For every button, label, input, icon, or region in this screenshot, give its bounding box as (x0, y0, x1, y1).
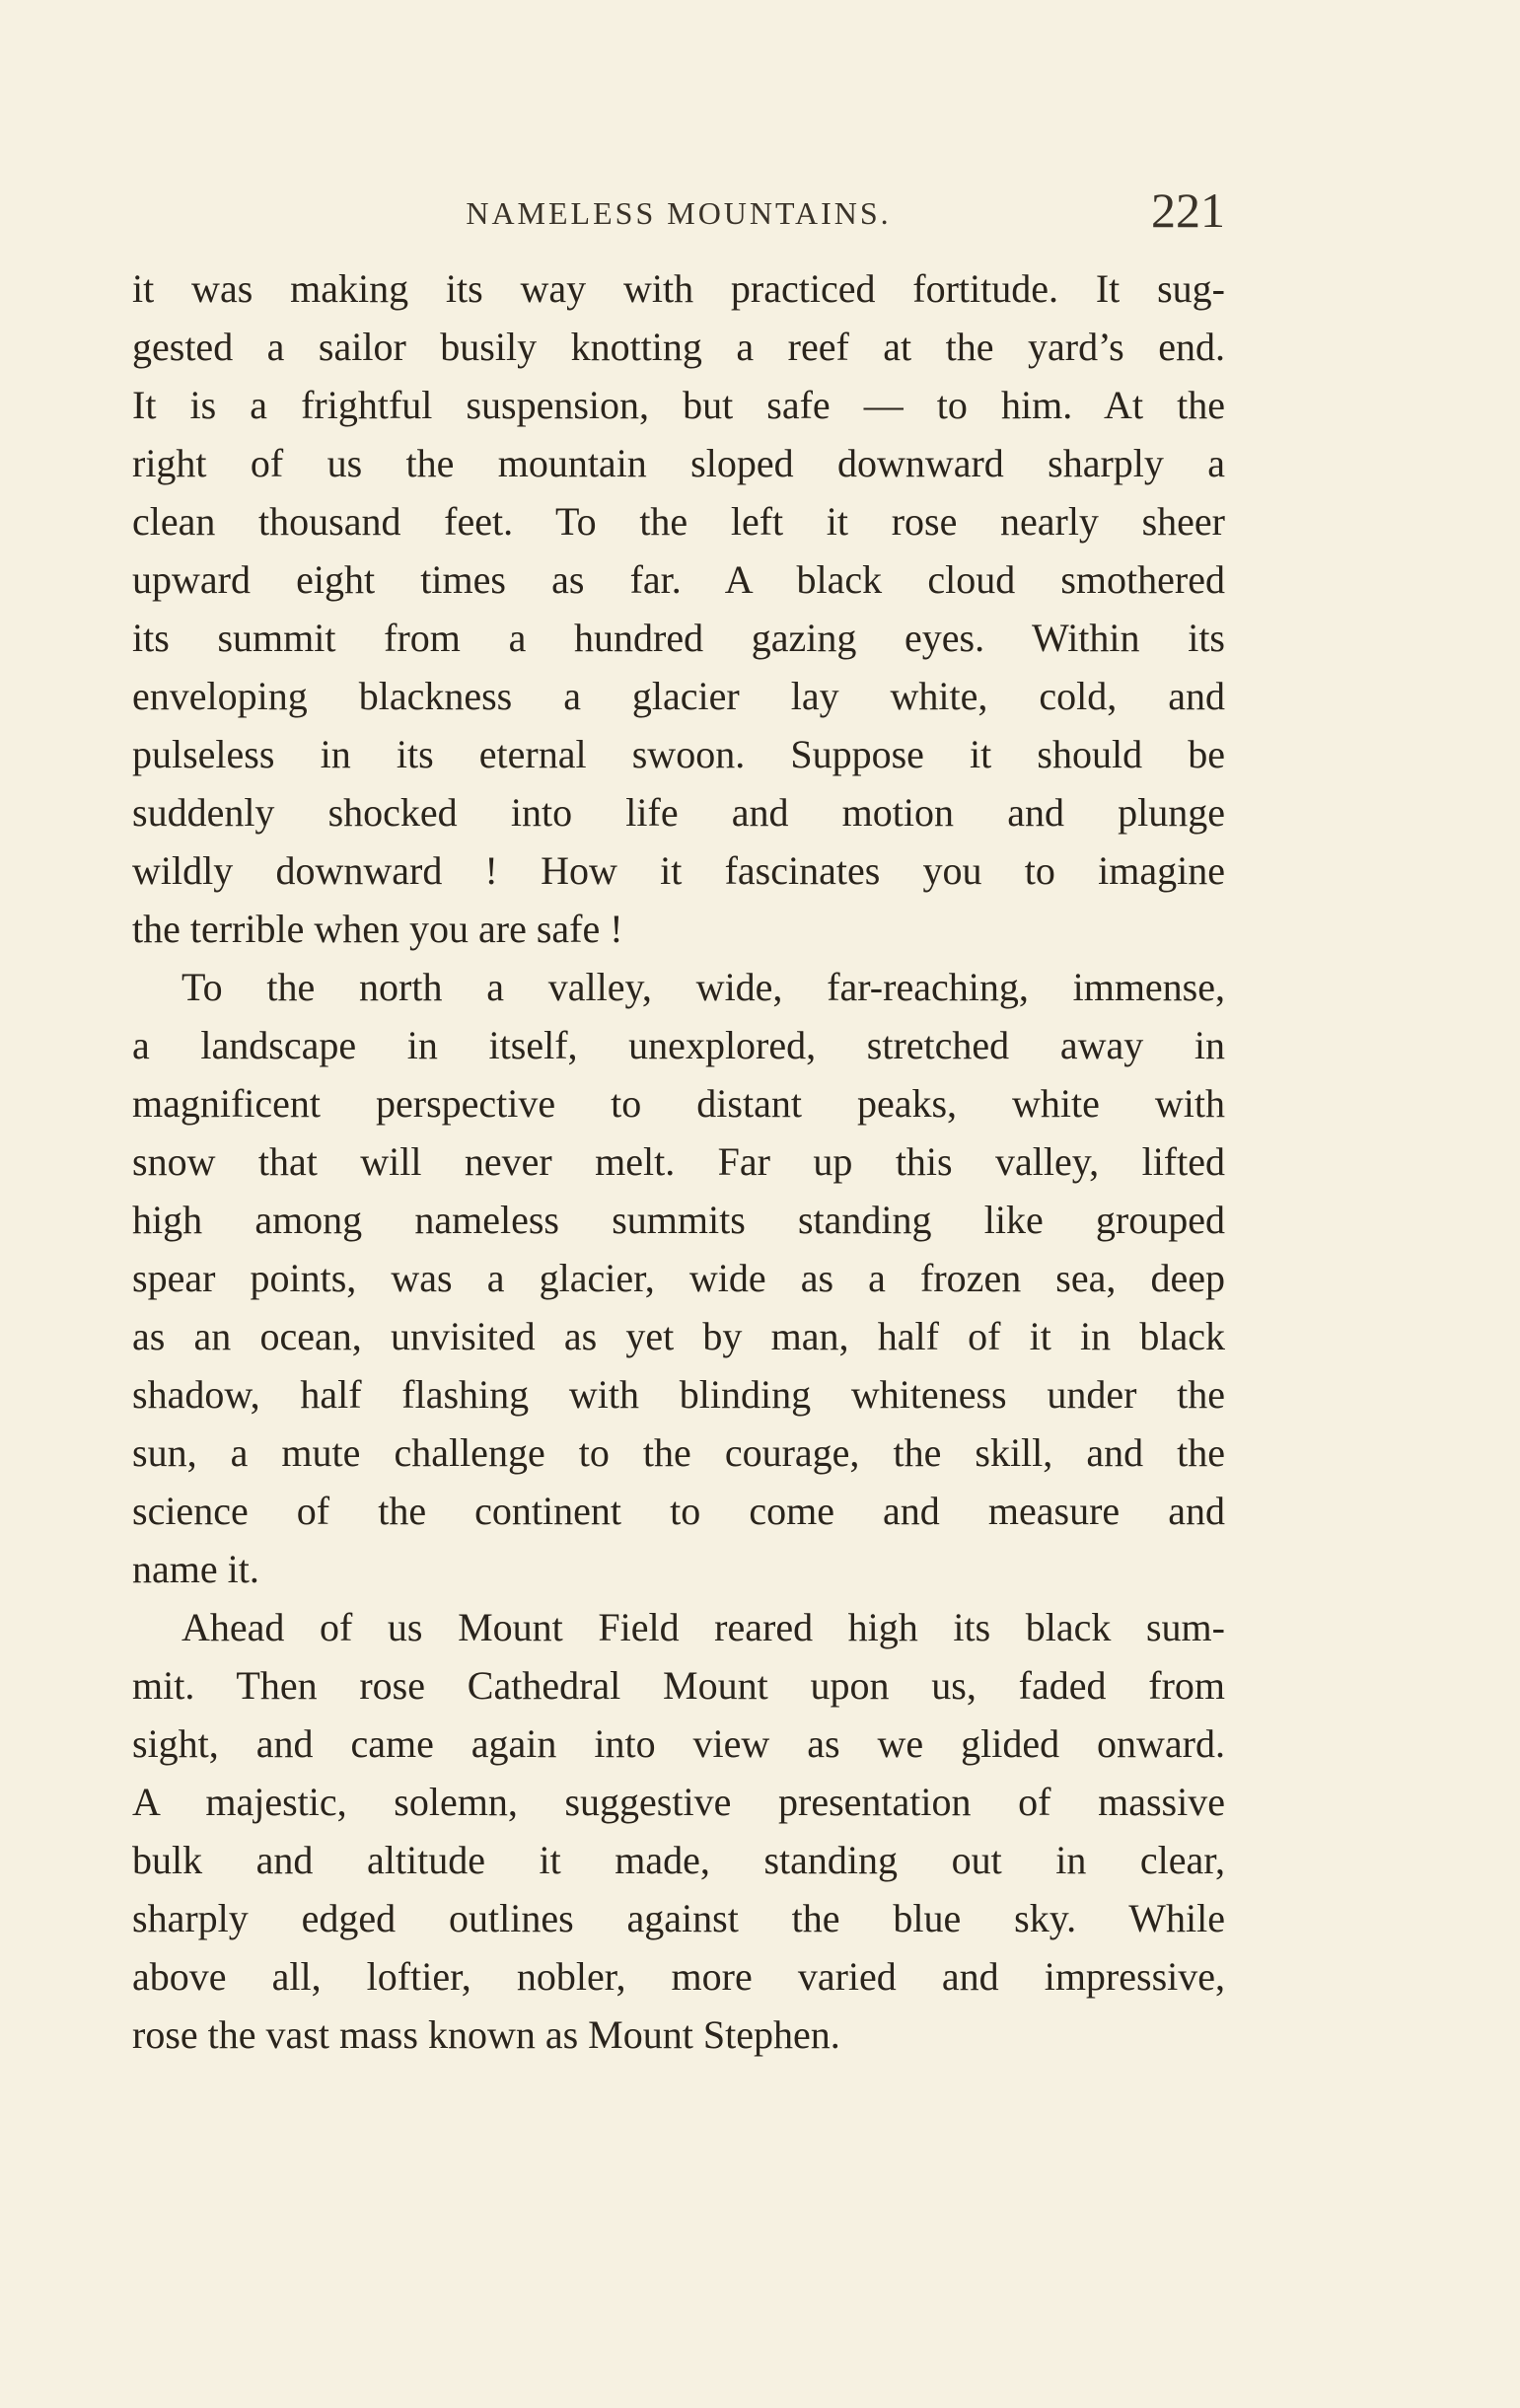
body-text (132, 259, 1225, 2064)
paragraph (132, 1598, 1225, 2064)
text-line: wildly downward ! How it fascinates you to imagine (132, 848, 1225, 893)
text-line: Ahead of us Mount Field reared high its black sum- (181, 1605, 1225, 1649)
text-line: it was making its way with practiced fortitude. It sug- (132, 266, 1225, 311)
text-line: the terrible when you are safe ! (132, 907, 623, 951)
text-line: suddenly shocked into life and motion and plunge (132, 790, 1225, 835)
running-title: NAMELESS MOUNTAINS. (466, 195, 892, 231)
text-line: sun, a mute challenge to the courage, the skill, and the (132, 1430, 1225, 1475)
text-line: pulseless in its eternal swoon. Suppose it should be (132, 732, 1225, 776)
text-line: high among nameless summits standing like grouped (132, 1198, 1225, 1242)
text-line: magnificent perspective to distant peaks, white with (132, 1081, 1225, 1126)
text-line: shadow, half flashing with blinding whiteness under the (132, 1372, 1225, 1417)
text-line: To the north a valley, wide, far-reaching, immense, (181, 965, 1225, 1009)
paragraph (132, 259, 1225, 958)
text-line: bulk and altitude it made, standing out in clear, (132, 1838, 1225, 1882)
text-line: above all, loftier, nobler, more varied and impressive, (132, 1954, 1225, 1999)
text-line: science of the continent to come and measure and (132, 1489, 1225, 1533)
text-line: upward eight times as far. A black cloud smothered (132, 557, 1225, 602)
text-line: enveloping blackness a glacier lay white, cold, and (132, 674, 1225, 718)
paragraph (132, 958, 1225, 1598)
running-head (132, 174, 1225, 253)
text-line: its summit from a hundred gazing eyes. Within its (132, 616, 1225, 660)
text-line: gested a sailor busily knotting a reef at the yard’s end. (132, 325, 1225, 369)
text-line: A majestic, solemn, suggestive presentation of massive (132, 1780, 1225, 1824)
text-line: a landscape in itself, unexplored, stretched away in (132, 1023, 1225, 1067)
text-line: sight, and came again into view as we glided onward. (132, 1721, 1225, 1766)
text-line: sharply edged outlines against the blue sky. While (132, 1896, 1225, 1940)
text-line: clean thousand feet. To the left it rose nearly sheer (132, 499, 1225, 544)
text-line: rose the vast mass known as Mount Stephen. (132, 2012, 840, 2057)
page-number: 221 (1151, 182, 1225, 238)
text-line: spear points, was a glacier, wide as a frozen sea, deep (132, 1256, 1225, 1300)
text-line: mit. Then rose Cathedral Mount upon us, faded from (132, 1663, 1225, 1708)
text-line: as an ocean, unvisited as yet by man, half of it in black (132, 1314, 1225, 1358)
text-line: It is a frightful suspension, but safe — to him. At the (132, 383, 1225, 427)
text-line: right of us the mountain sloped downward sharply a (132, 441, 1225, 485)
text-line: snow that will never melt. Far up this valley, lifted (132, 1139, 1225, 1184)
text-line: name it. (132, 1547, 259, 1591)
